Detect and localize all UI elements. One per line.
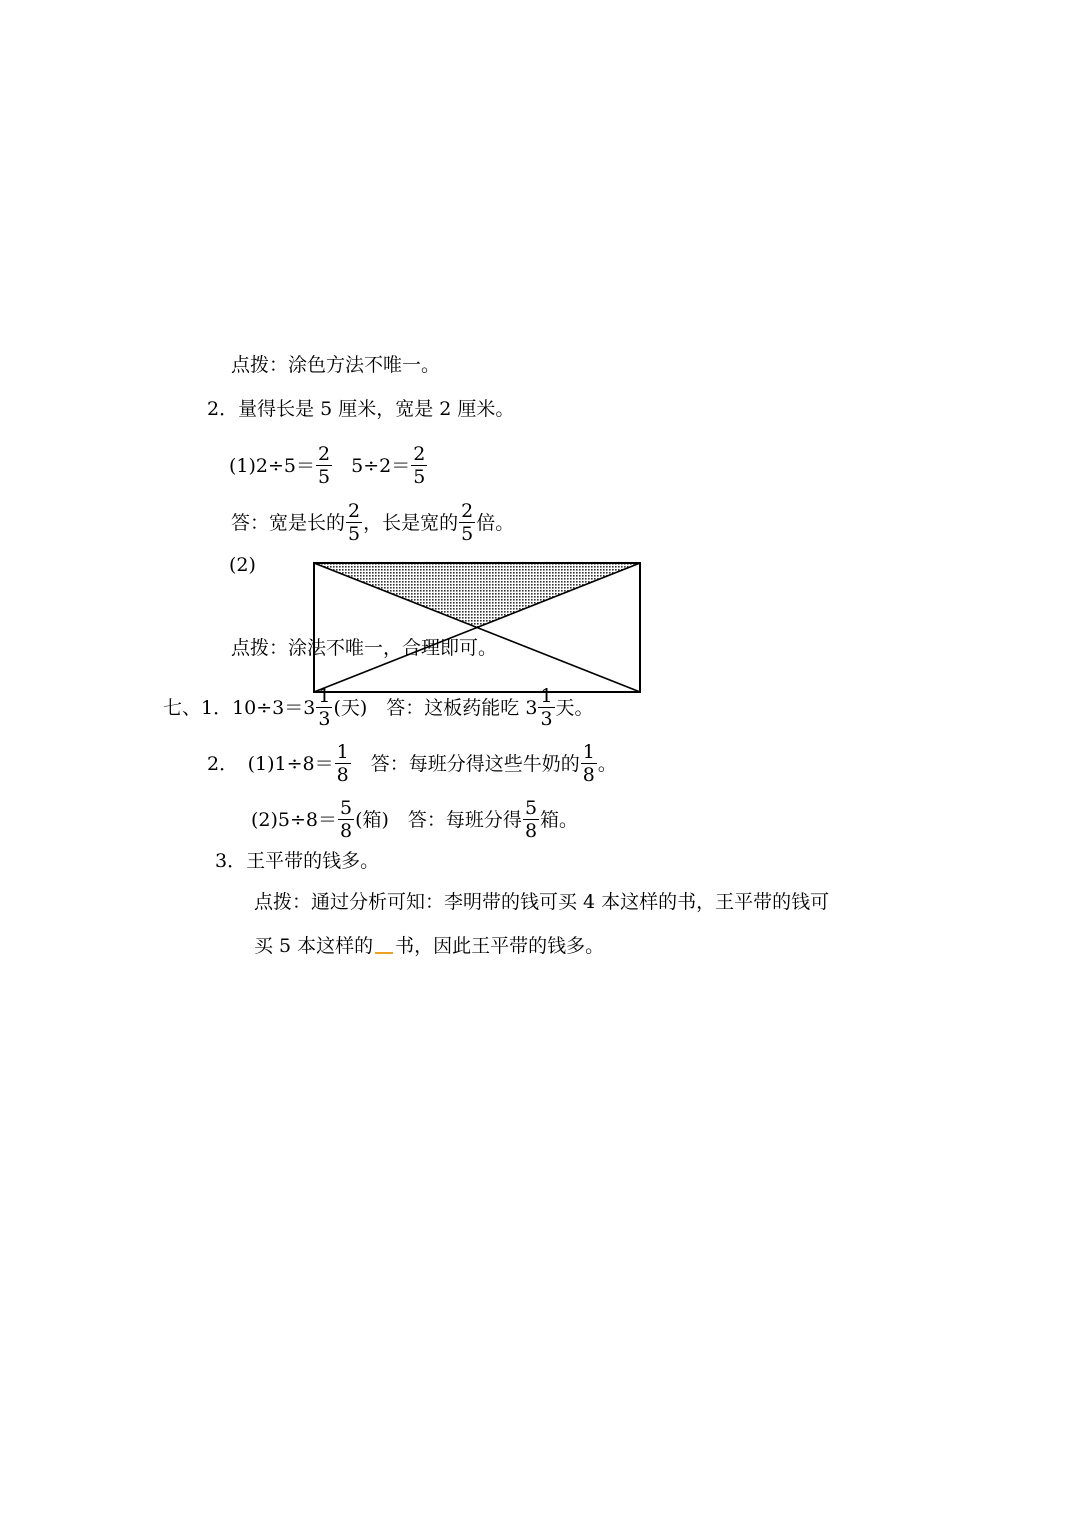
numerator: 1: [318, 685, 331, 707]
hint-text: 点拨：通过分析可知：李明带的钱可买 4 本这样的书，王平带的钱可: [254, 891, 830, 913]
fraction: [581, 741, 597, 786]
numerator: 1: [540, 685, 553, 707]
equation-text: (1)2÷5＝: [229, 454, 316, 477]
denominator: 5: [413, 466, 426, 488]
fraction: [316, 685, 332, 730]
part-2-label: [229, 552, 256, 576]
denominator: 8: [524, 820, 538, 842]
part-label: (2): [229, 554, 256, 576]
answer-text: 天。: [555, 696, 594, 719]
equation-text: (2)5÷8＝: [251, 808, 338, 831]
denominator: 8: [582, 764, 595, 786]
answer-text: 答：宽是长的: [231, 511, 346, 534]
equation-line-1: [229, 443, 428, 488]
shaded-rectangle-figure: [312, 560, 644, 694]
hint-text: 点拨：涂法不唯一，合理即可。: [231, 637, 498, 659]
hint-line-3a: [254, 889, 829, 913]
numerator: 2: [461, 500, 474, 522]
equation-text: 2． (1)1÷8＝: [207, 752, 334, 775]
blank-mark: [375, 952, 393, 954]
numerator: 5: [524, 797, 538, 819]
fraction: [411, 443, 427, 488]
numerator: 2: [413, 443, 426, 465]
fraction: [523, 797, 539, 842]
section-7-q2-1: [207, 741, 617, 786]
answer-line-1: [231, 500, 515, 545]
shaded-triangle: [314, 563, 640, 628]
hint-text: 书，因此王平带的钱多。: [395, 935, 605, 957]
fraction: [335, 741, 351, 786]
numerator: 2: [348, 500, 361, 522]
equation-text: 七、1．10÷3＝3: [163, 696, 316, 719]
question-2: [207, 396, 514, 420]
fraction: [346, 500, 362, 545]
numerator: 1: [582, 741, 595, 763]
fraction: [316, 443, 332, 488]
numerator: 1: [336, 741, 349, 763]
numerator: 5: [340, 797, 353, 819]
hint-text: 买 5 本这样的: [254, 935, 374, 957]
denominator: 5: [318, 466, 331, 488]
answer-text: (箱) 答：每班分得: [355, 808, 522, 831]
denominator: 3: [540, 708, 553, 730]
denominator: 3: [318, 708, 331, 730]
answer-text: (天) 答：这板药能吃 3: [333, 696, 538, 719]
denominator: 5: [461, 523, 474, 545]
section-7-q2-2: [251, 797, 579, 842]
hint-line-1: [231, 352, 440, 376]
numerator: 2: [318, 443, 331, 465]
fraction: [459, 500, 475, 545]
answer-text: ，长是宽的: [363, 511, 459, 534]
answer-text: 倍。: [476, 511, 515, 534]
hint-text: 点拨：涂色方法不唯一。: [231, 354, 441, 376]
answer-text: 。: [597, 752, 617, 775]
section-7-q1: [163, 685, 594, 730]
hint-line-2: [231, 635, 497, 659]
question-text: 2．量得长是 5 厘米，宽是 2 厘米。: [207, 398, 515, 420]
denominator: 8: [336, 764, 349, 786]
fraction: [538, 685, 554, 730]
denominator: 8: [340, 820, 353, 842]
section-7-q3: [215, 848, 379, 872]
answer-text: 答：每班分得这些牛奶的: [351, 752, 580, 775]
hint-line-3b: [254, 933, 604, 957]
equation-text: 5÷2＝: [351, 454, 411, 477]
question-text: 3．王平带的钱多。: [215, 850, 380, 872]
denominator: 5: [348, 523, 361, 545]
fraction: [338, 797, 354, 842]
answer-text: 箱。: [540, 808, 579, 831]
